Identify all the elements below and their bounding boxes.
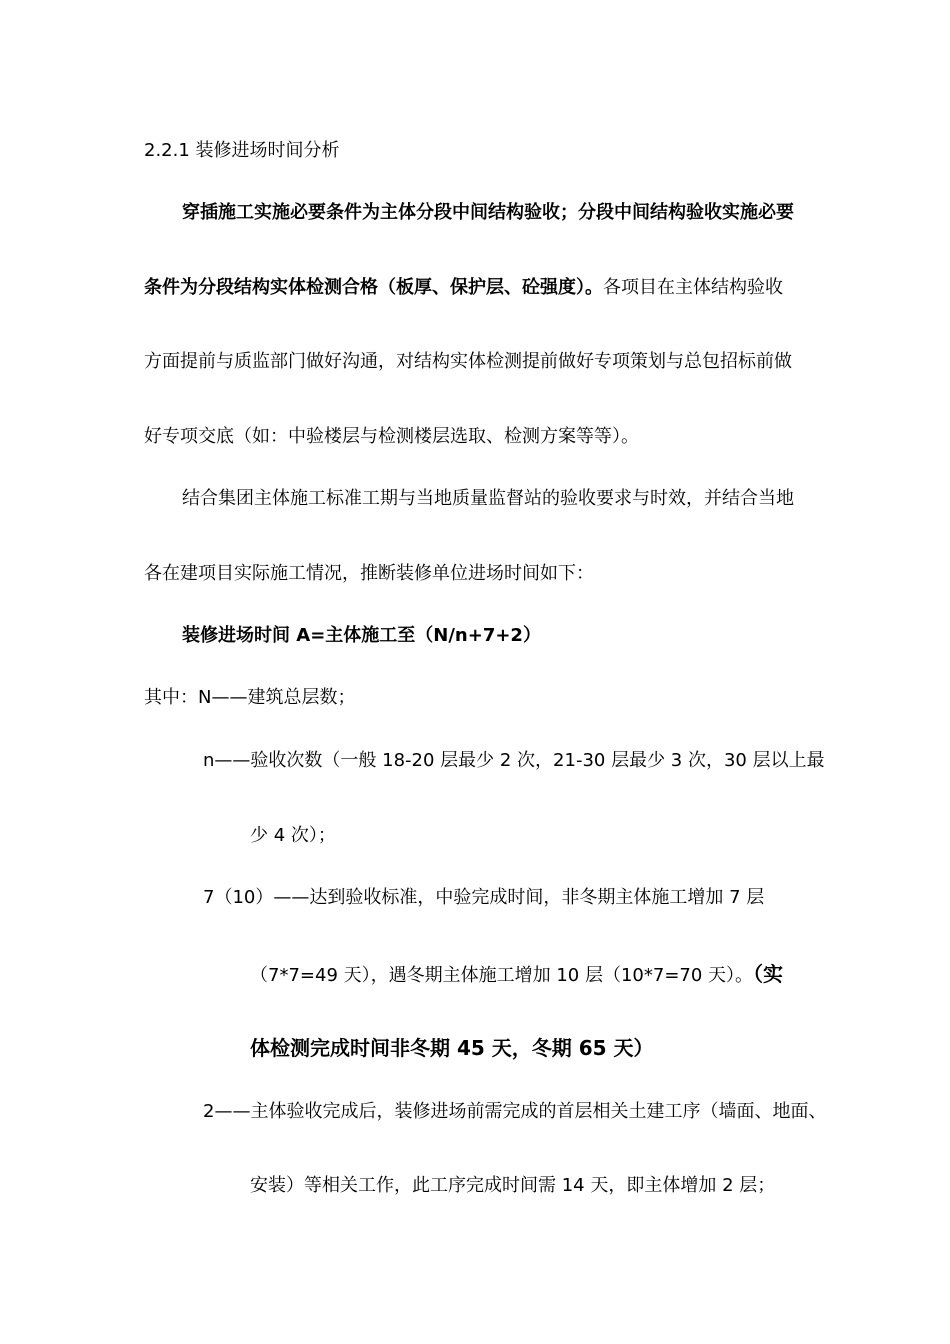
para1-line3: 方面提前与质监部门做好沟通，对结构实体检测提前做好专项策划与总包招标前做 [144,351,792,372]
item-7-line2 [250,961,783,988]
item-n-line1: n——验收次数（一般 18-20 层最少 2 次，21-30 层最少 3 次，30 层以上最 [203,750,825,771]
para2-line1: 结合集团主体施工标准工期与当地质量监督站的验收要求与时效，并结合当地 [182,488,794,509]
para1-line2-bold: 条件为分段结构实体检测合格（板厚、保护层、砼强度）。 [144,277,603,298]
where-clause: 其中：N——建筑总层数； [144,687,356,708]
item-7-line1: 7（10）——达到验收标准，中验完成时间，非冬期主体施工增加 7 层 [203,887,765,908]
para1-line4: 好专项交底（如：中验楼层与检测楼层选取、检测方案等等）。 [144,426,639,447]
item-2-line1: 2——主体验收完成后，装修进场前需完成的首层相关土建工序（墙面、地面、 [203,1101,827,1122]
item-n-line2: 少 4 次）； [250,825,336,846]
para2-line2: 各在建项目实际施工情况，推断装修单位进场时间如下： [144,563,594,584]
section-heading: 2.2.1 装修进场时间分析 [144,140,340,161]
item-2-line2: 安装）等相关工作，此工序完成时间需 14 天，即主体增加 2 层； [250,1175,776,1196]
para1-line2-normal: 各项目在主体结构验收 [603,277,783,298]
para1-line2 [144,276,783,300]
para1-line1: 穿插施工实施必要条件为主体分段中间结构验收；分段中间结构验收实施必要 [182,202,794,223]
item-7-line2-normal: （7*7=49 天），遇冬期主体施工增加 10 层（10*7=70 天）。 [250,965,754,986]
item-7-line3: 体检测完成时间非冬期 45 天，冬期 65 天） [250,1036,654,1060]
formula: 装修进场时间 A=主体施工至（N/n+7+2） [182,625,541,646]
item-7-line2-bold: （实 [753,962,784,986]
